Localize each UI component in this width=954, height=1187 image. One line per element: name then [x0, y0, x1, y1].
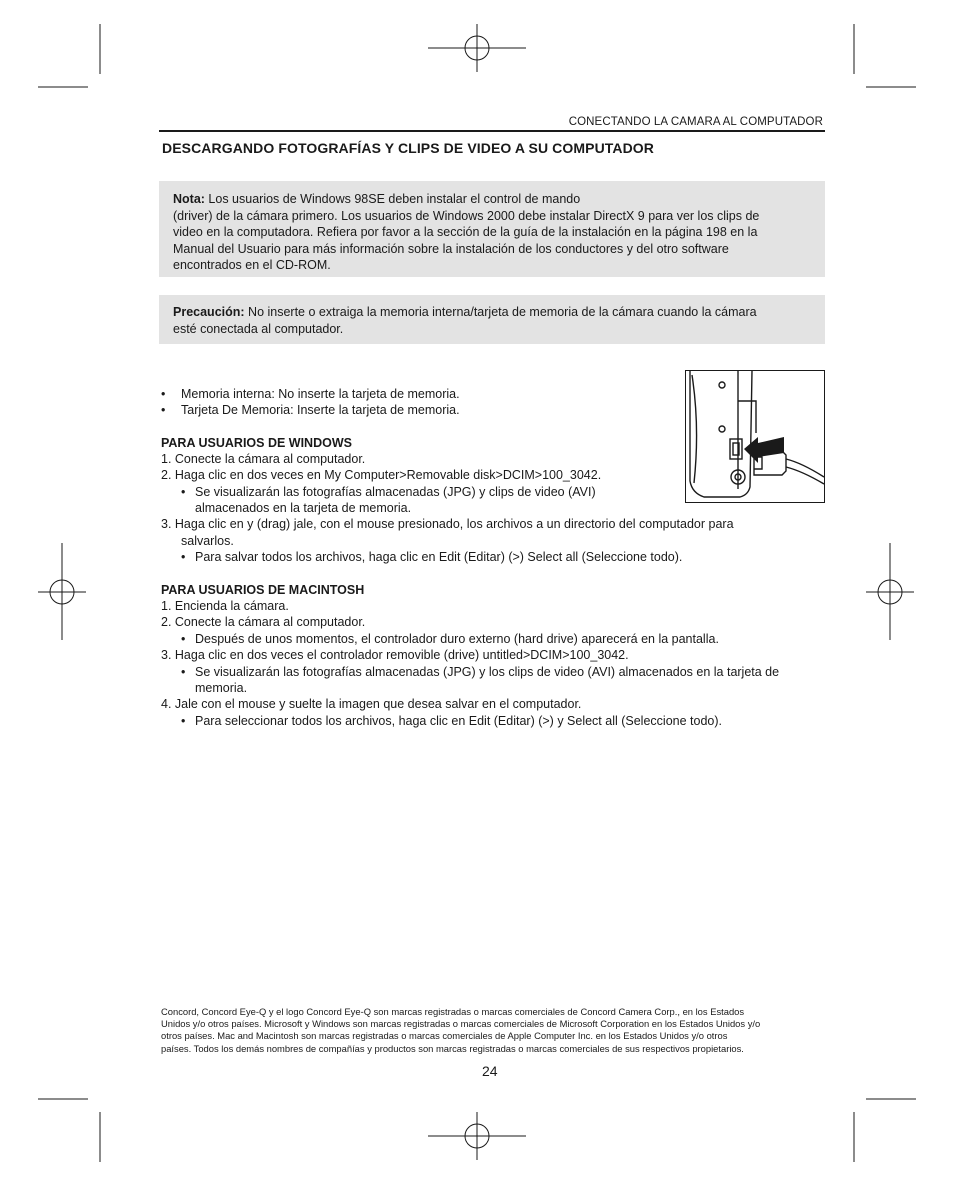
- page-title: DESCARGANDO FOTOGRAFÍAS Y CLIPS DE VIDEO A SU COMPUTADOR: [162, 140, 655, 156]
- mac-step-1: 1. Encienda la cámara.: [161, 599, 289, 613]
- section-header: CONECTANDO LA CAMARA AL COMPUTADOR: [568, 116, 823, 128]
- mac-step-4-bullet: • Para seleccionar todos los archivos, haga clic en Edit (Editar) (>) y Select all (Seleccione todo).: [181, 714, 722, 728]
- camera-usb-figure: [685, 370, 825, 503]
- windows-step-2-bullet: • Se visualizarán las fotografías almacenadas (JPG) y clips de video (AVI): [181, 485, 596, 499]
- caution-label: Precaución:: [173, 305, 245, 319]
- note-line-3: video en la computadora. Refiera por favor a la sección de la guía de la instalación en la página 198 en la: [173, 225, 758, 240]
- note-box: [159, 181, 825, 277]
- camera-usb-connection-illustration: [686, 371, 824, 502]
- windows-step-1: 1. Conecte la cámara al computador.: [161, 452, 366, 466]
- footer-line-2: Unidos y/o otros países. Microsoft y Windows son marcas registradas o marcas comerciales de Microsoft Corporation en los Estados Unidos y/o: [161, 1018, 761, 1030]
- windows-step-3: 3. Haga clic en y (drag) jale, con el mouse presionado, los archivos a un directorio del computador para: [161, 517, 734, 531]
- caution-line-2: esté conectada al computador.: [173, 321, 344, 336]
- mac-step-3-bullet-cont: memoria.: [195, 681, 248, 695]
- mac-step-2: 2. Conecte la cámara al computador.: [161, 615, 366, 629]
- windows-step-2-bullet-cont: almacenados en la tarjeta de memoria.: [195, 501, 412, 515]
- note-line-1: Nota: Los usuarios de Windows 98SE deben instalar el control de mando: [173, 192, 581, 206]
- windows-step-3-cont: salvarlos.: [181, 534, 234, 548]
- note-line-2: (driver) de la cámara primero. Los usuarios de Windows 2000 debe instalar DirectX 9 para ver los clips de: [173, 208, 760, 223]
- note-line-4: Manual del Usuario para más información sobre la instalación de los conductores y del otro software: [173, 241, 729, 256]
- mac-step-2-bullet: • Después de unos momentos, el controlador duro externo (hard drive) aparecerá en la pantalla.: [181, 632, 719, 646]
- mac-step-3-bullet: • Se visualizarán las fotografías almacenadas (JPG) y los clips de video (AVI) almacenados en la tarjeta de: [181, 665, 780, 679]
- list-item: • Memoria interna: No inserte la tarjeta de memoria.: [161, 387, 460, 401]
- note-line-5: encontrados en el CD-ROM.: [173, 258, 331, 273]
- caution-box: [159, 295, 825, 344]
- mac-step-4: 4. Jale con el mouse y suelte la imagen que desea salvar en el computador.: [161, 697, 582, 711]
- footer-line-3: otros países. Mac and Macintosh son marcas registradas o marcas comerciales de Apple Computer Inc. en los Estados Unidos y/o otros: [161, 1030, 728, 1042]
- mac-heading: PARA USUARIOS DE MACINTOSH: [161, 583, 365, 597]
- footer-line-4: países. Todos los demás nombres de compañías y productos son marcas registradas o marcas comerciales de sus respectivos propietarios.: [161, 1042, 744, 1054]
- mac-step-3: 3. Haga clic en dos veces el controlador removible (drive) untitled>DCIM>100_3042.: [161, 648, 629, 662]
- page-number: 24: [482, 1063, 498, 1079]
- windows-heading: PARA USUARIOS DE WINDOWS: [161, 436, 352, 450]
- windows-step-2: 2. Haga clic en dos veces en My Computer>Removable disk>DCIM>100_3042.: [161, 468, 602, 482]
- trademark-footer: [161, 1006, 831, 1055]
- windows-step-3-bullet: • Para salvar todos los archivos, haga clic en Edit (Editar) (>) Select all (Seleccione todo).: [181, 550, 683, 564]
- header-rule: [159, 130, 825, 132]
- footer-line-1: Concord, Concord Eye-Q y el logo Concord Eye-Q son marcas registradas o marcas comerciales de Concord Camera Corp., en los Estados: [161, 1006, 745, 1017]
- note-label: Nota:: [173, 192, 205, 206]
- caution-line-1: Precaución: No inserte o extraiga la memoria interna/tarjeta de memoria de la cámara cuando la cámara: [173, 305, 757, 319]
- list-item: • Tarjeta De Memoria: Inserte la tarjeta de memoria.: [161, 403, 460, 417]
